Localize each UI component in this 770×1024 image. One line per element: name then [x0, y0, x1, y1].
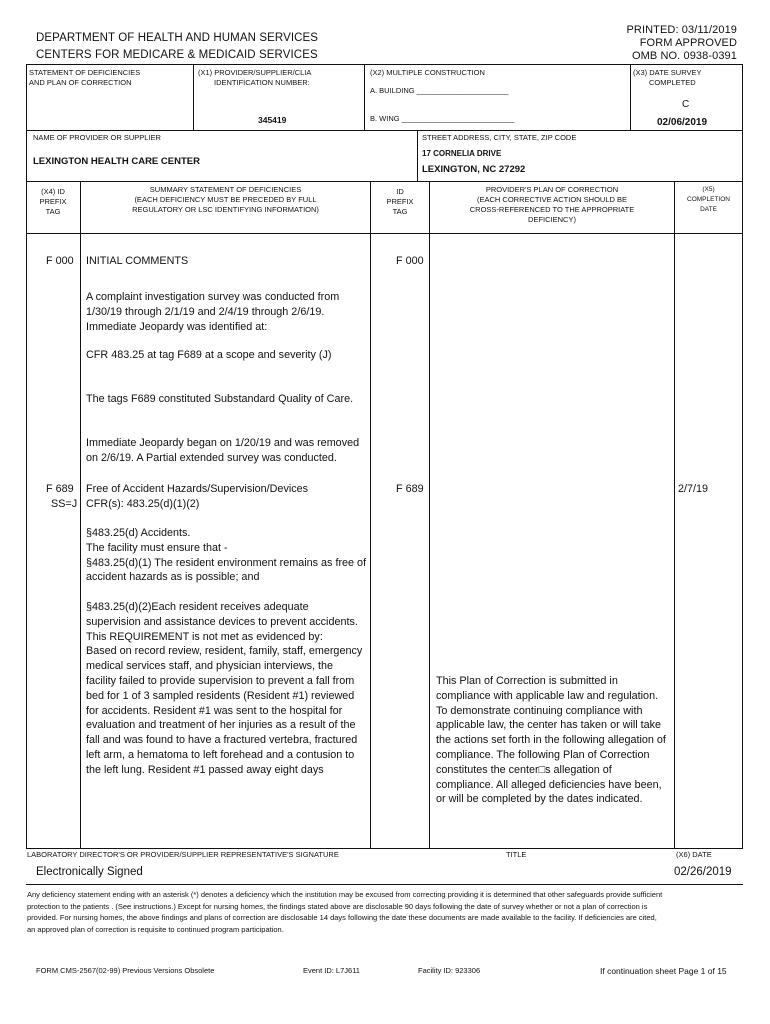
x5-header: DATE: [700, 206, 717, 213]
agency-title: CENTERS FOR MEDICARE & MEDICAID SERVICES: [36, 49, 318, 61]
signature-date: 02/26/2019: [674, 866, 732, 878]
x4-header: (X4) ID: [41, 187, 65, 196]
statement-label: STATEMENT OF DEFICIENCIES: [29, 68, 141, 77]
provider-name-label: NAME OF PROVIDER OR SUPPLIER: [33, 133, 161, 142]
page-number: If continuation sheet Page 1 of 15: [600, 966, 727, 976]
findings-paragraph: §483.25(d)(2)Each resident receives adequate supervision and assistance devices to prevent accidents. This REQUIREMENT is not met as evidenced by: Based on record review, resident, family, staff, emergency medical services staff, and physician interviews, the facility failed to provide supervision to prevent a fall from bed for 1 of 3 sampled residents (Resident #1) reviewed for accidents. Resident #1 was sent to the hospital for evaluation and treatment of her injuries as a result of the fall and was found to have a fractured vertebra, fractured left arm, a hematoma to left forehead and a contusion to the left lung. Resident #1 passed away eight days: [86, 601, 363, 776]
substandard-paragraph: The tags F689 constituted Substandard Quality of Care.: [86, 393, 354, 405]
rule: [674, 181, 675, 848]
x1-label: IDENTIFICATION NUMBER:: [214, 78, 310, 87]
form-number: FORM CMS-2567(02-99) Previous Versions Obsolete: [36, 966, 215, 975]
plan-header: CROSS-REFERENCED TO THE APPROPRIATE: [469, 205, 635, 214]
plan-header: PROVIDER'S PLAN OF CORRECTION: [485, 185, 619, 194]
rule: [417, 130, 418, 181]
rule: [364, 64, 365, 130]
rule: [26, 64, 743, 65]
rule: [26, 884, 743, 885]
x4-header: TAG: [45, 207, 61, 216]
x2-label: (X2) MULTIPLE CONSTRUCTION: [370, 68, 485, 77]
rule: [26, 848, 743, 849]
completion-date: 2/7/19: [678, 483, 709, 495]
survey-completed-date: 02/06/2019: [657, 117, 708, 128]
printed-date: PRINTED: 03/11/2019: [626, 24, 737, 36]
x5-header: COMPLETION: [687, 196, 730, 203]
x5-header: (X5): [702, 186, 715, 193]
x3-label: (X3) DATE SURVEY: [633, 68, 702, 77]
disclaimer: Any deficiency statement ending with an asterisk (*) denotes a deficiency which the institution may be excused from correcting providing it is determined that other safeguards provide sufficient protection to the patients . (See instructions.) Except for nursing homes, the findings stated above are disclosable 90 days following the date of survey whether or not a plan of correction is provided. For nursing homes, the above findings and plans of correction are disclosable 14 days following the date these documents are made available to the facility. If deficiencies are cited, an approved plan of correction is requisite to continued program participation.: [27, 890, 663, 935]
provider-name: LEXINGTON HEALTH CARE CENTER: [33, 156, 200, 167]
scope-severity: SS=J: [51, 498, 78, 510]
clia-number: 345419: [258, 115, 287, 125]
jeopardy-paragraph: Immediate Jeopardy began on 1/20/19 and was removed on 2/6/19. A Partial extended survey was conducted.: [86, 437, 360, 464]
rule: [630, 64, 631, 130]
date-label: (X6) DATE: [676, 850, 712, 859]
signature-value: Electronically Signed: [36, 866, 143, 878]
x3-label: COMPLETED: [649, 78, 696, 87]
plan-header: (EACH CORRECTIVE ACTION SHOULD BE: [476, 195, 628, 204]
rule: [80, 181, 81, 848]
tag-f689-right: F 689: [396, 483, 424, 495]
department-title: DEPARTMENT OF HEALTH AND HUMAN SERVICES: [36, 32, 319, 44]
rule: [742, 64, 743, 848]
summary-header: SUMMARY STATEMENT OF DEFICIENCIES: [149, 185, 302, 194]
rule: [26, 181, 743, 182]
cfr-paragraph: CFR 483.25 at tag F689 at a scope and severity (J): [86, 349, 332, 361]
city-state-zip: LEXINGTON, NC 27292: [422, 164, 526, 175]
survey-code: C: [682, 99, 690, 110]
id-header: PREFIX: [386, 197, 414, 206]
summary-header: REGULATORY OR LSC IDENTIFYING INFORMATION): [132, 205, 319, 214]
accidents-paragraph: §483.25(d) Accidents. The facility must ensure that - §483.25(d)(1) The resident environment remains as free of accident hazards as is possible; and: [86, 527, 367, 584]
signature-label: LABORATORY DIRECTOR'S OR PROVIDER/SUPPLIER REPRESENTATIVE'S SIGNATURE: [27, 850, 339, 859]
f689-title: Free of Accident Hazards/Supervision/Devices: [86, 483, 309, 495]
tag-f000: F 000: [46, 255, 74, 267]
rule: [26, 64, 27, 848]
form-approved-label: FORM APPROVED: [639, 37, 737, 49]
street-address: 17 CORNELIA DRIVE: [422, 149, 502, 158]
x1-label: (X1) PROVIDER/SUPPLIER/CLIA: [198, 68, 312, 77]
title-label: TITLE: [506, 850, 527, 859]
tag-f689: F 689: [46, 483, 74, 495]
event-id: Event ID: L7J611: [303, 966, 360, 975]
rule: [26, 130, 743, 131]
id-header: TAG: [392, 207, 408, 216]
summary-header: (EACH DEFICIENCY MUST BE PRECEDED BY FULL: [134, 195, 317, 204]
plan-of-correction-text: This Plan of Correction is submitted in compliance with applicable law and regulation. To demonstrate continuing compliance with applicable law, the center has taken or will take the actions set forth in the following allegation of compliance. The following Plan of Correction constitutes the center□s allegation of compliance. All alleged deficiencies have been, or will be completed by the dates indicated.: [436, 675, 666, 806]
tag-f000-right: F 000: [396, 255, 424, 267]
initial-comments-heading: INITIAL COMMENTS: [86, 255, 189, 267]
rule: [370, 181, 371, 848]
x4-header: PREFIX: [39, 197, 67, 206]
survey-paragraph: A complaint investigation survey was conducted from 1/30/19 through 2/1/19 and 2/4/19 through 2/6/19. Immediate Jeopardy was identified at:: [86, 291, 340, 333]
rule: [193, 64, 194, 130]
facility-id: Facility ID: 923306: [418, 966, 481, 975]
wing-field: B. WING ___________________________: [370, 114, 515, 123]
rule: [429, 181, 430, 848]
omb-number: OMB NO. 0938-0391: [631, 50, 737, 62]
statement-label: AND PLAN OF CORRECTION: [29, 78, 132, 87]
address-label: STREET ADDRESS, CITY, STATE, ZIP CODE: [422, 133, 577, 142]
rule: [26, 233, 743, 234]
building-field: A. BUILDING ______________________: [370, 86, 509, 95]
plan-header: DEFICIENCY): [528, 215, 576, 224]
id-header: ID: [396, 187, 404, 196]
f689-cfr: CFR(s): 483.25(d)(1)(2): [86, 498, 200, 510]
